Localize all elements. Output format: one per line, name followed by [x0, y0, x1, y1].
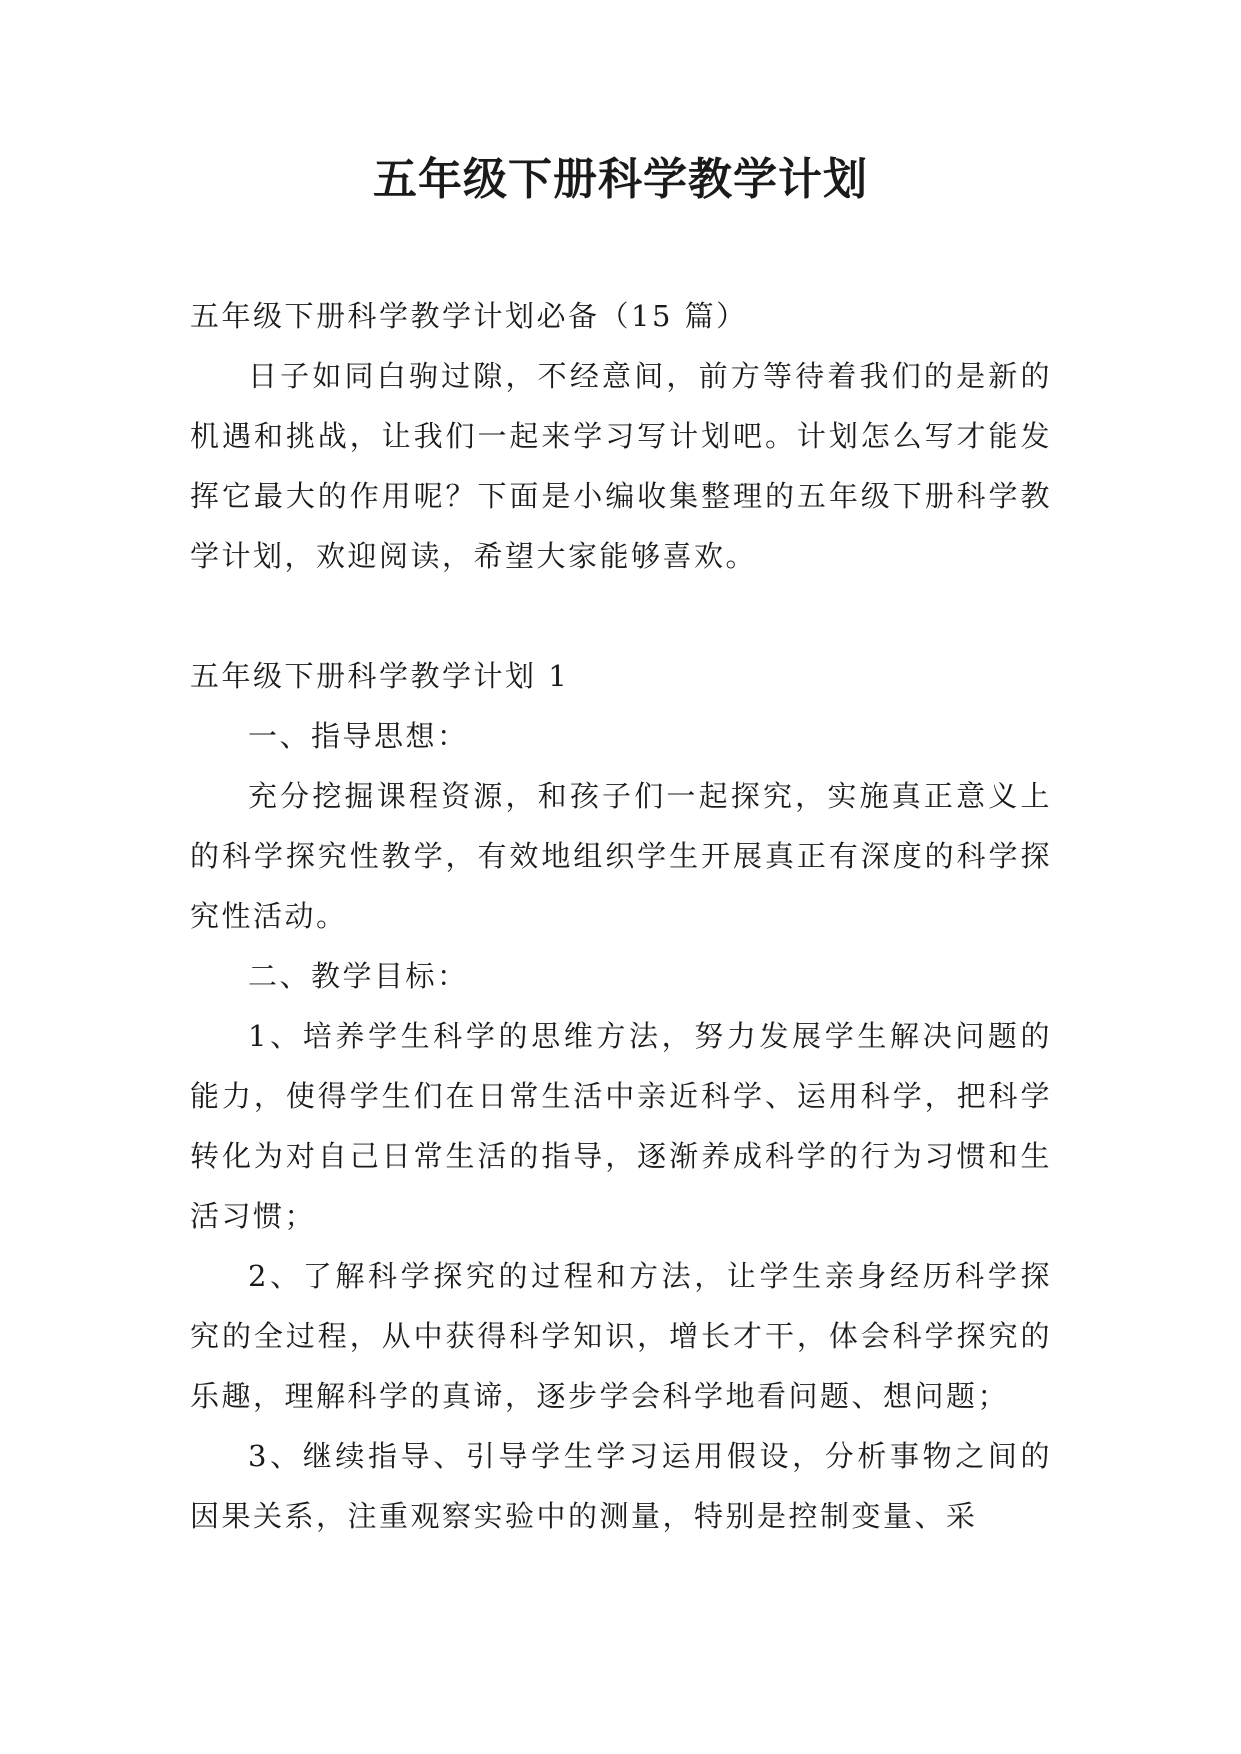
- guiding-ideology-heading: 一、指导思想：: [248, 719, 469, 753]
- goal-item-2: 2、了解科学探究的过程和方法，让学生亲身经历科学探究的全过程，从中获得科学知识，增长才干，体会科学探究的乐趣，理解科学的真谛，逐步学会科学地看问题、想问题；: [190, 1259, 1052, 1413]
- teaching-goals-heading: 二、教学目标：: [248, 959, 469, 993]
- document-body: [190, 286, 1052, 1546]
- intro-paragraph: 日子如同白驹过隙，不经意间，前方等待着我们的是新的机遇和挑战，让我们一起来学习写计划吧。计划怎么写才能发挥它最大的作用呢？下面是小编收集整理的五年级下册科学教学计划，欢迎阅读，希望大家能够喜欢。: [190, 359, 1052, 573]
- section-heading: 五年级下册科学教学计划 1: [190, 659, 570, 693]
- goal-item-1: 1、培养学生科学的思维方法，努力发展学生解决问题的能力，使得学生们在日常生活中亲近科学、运用科学，把科学转化为对自己日常生活的指导，逐渐养成科学的行为习惯和生活习惯；: [190, 1019, 1052, 1233]
- document-title: 五年级下册科学教学计划: [373, 154, 868, 205]
- document-subtitle: 五年级下册科学教学计划必备（15 篇）: [190, 299, 748, 333]
- guiding-ideology-paragraph: 充分挖掘课程资源，和孩子们一起探究，实施真正意义上的科学探究性教学，有效地组织学生开展真正有深度的科学探究性活动。: [190, 779, 1052, 933]
- paragraph-spacer: [190, 586, 1052, 646]
- goal-item-3: 3、继续指导、引导学生学习运用假设，分析事物之间的因果关系，注重观察实验中的测量，特别是控制变量、采: [190, 1439, 1052, 1533]
